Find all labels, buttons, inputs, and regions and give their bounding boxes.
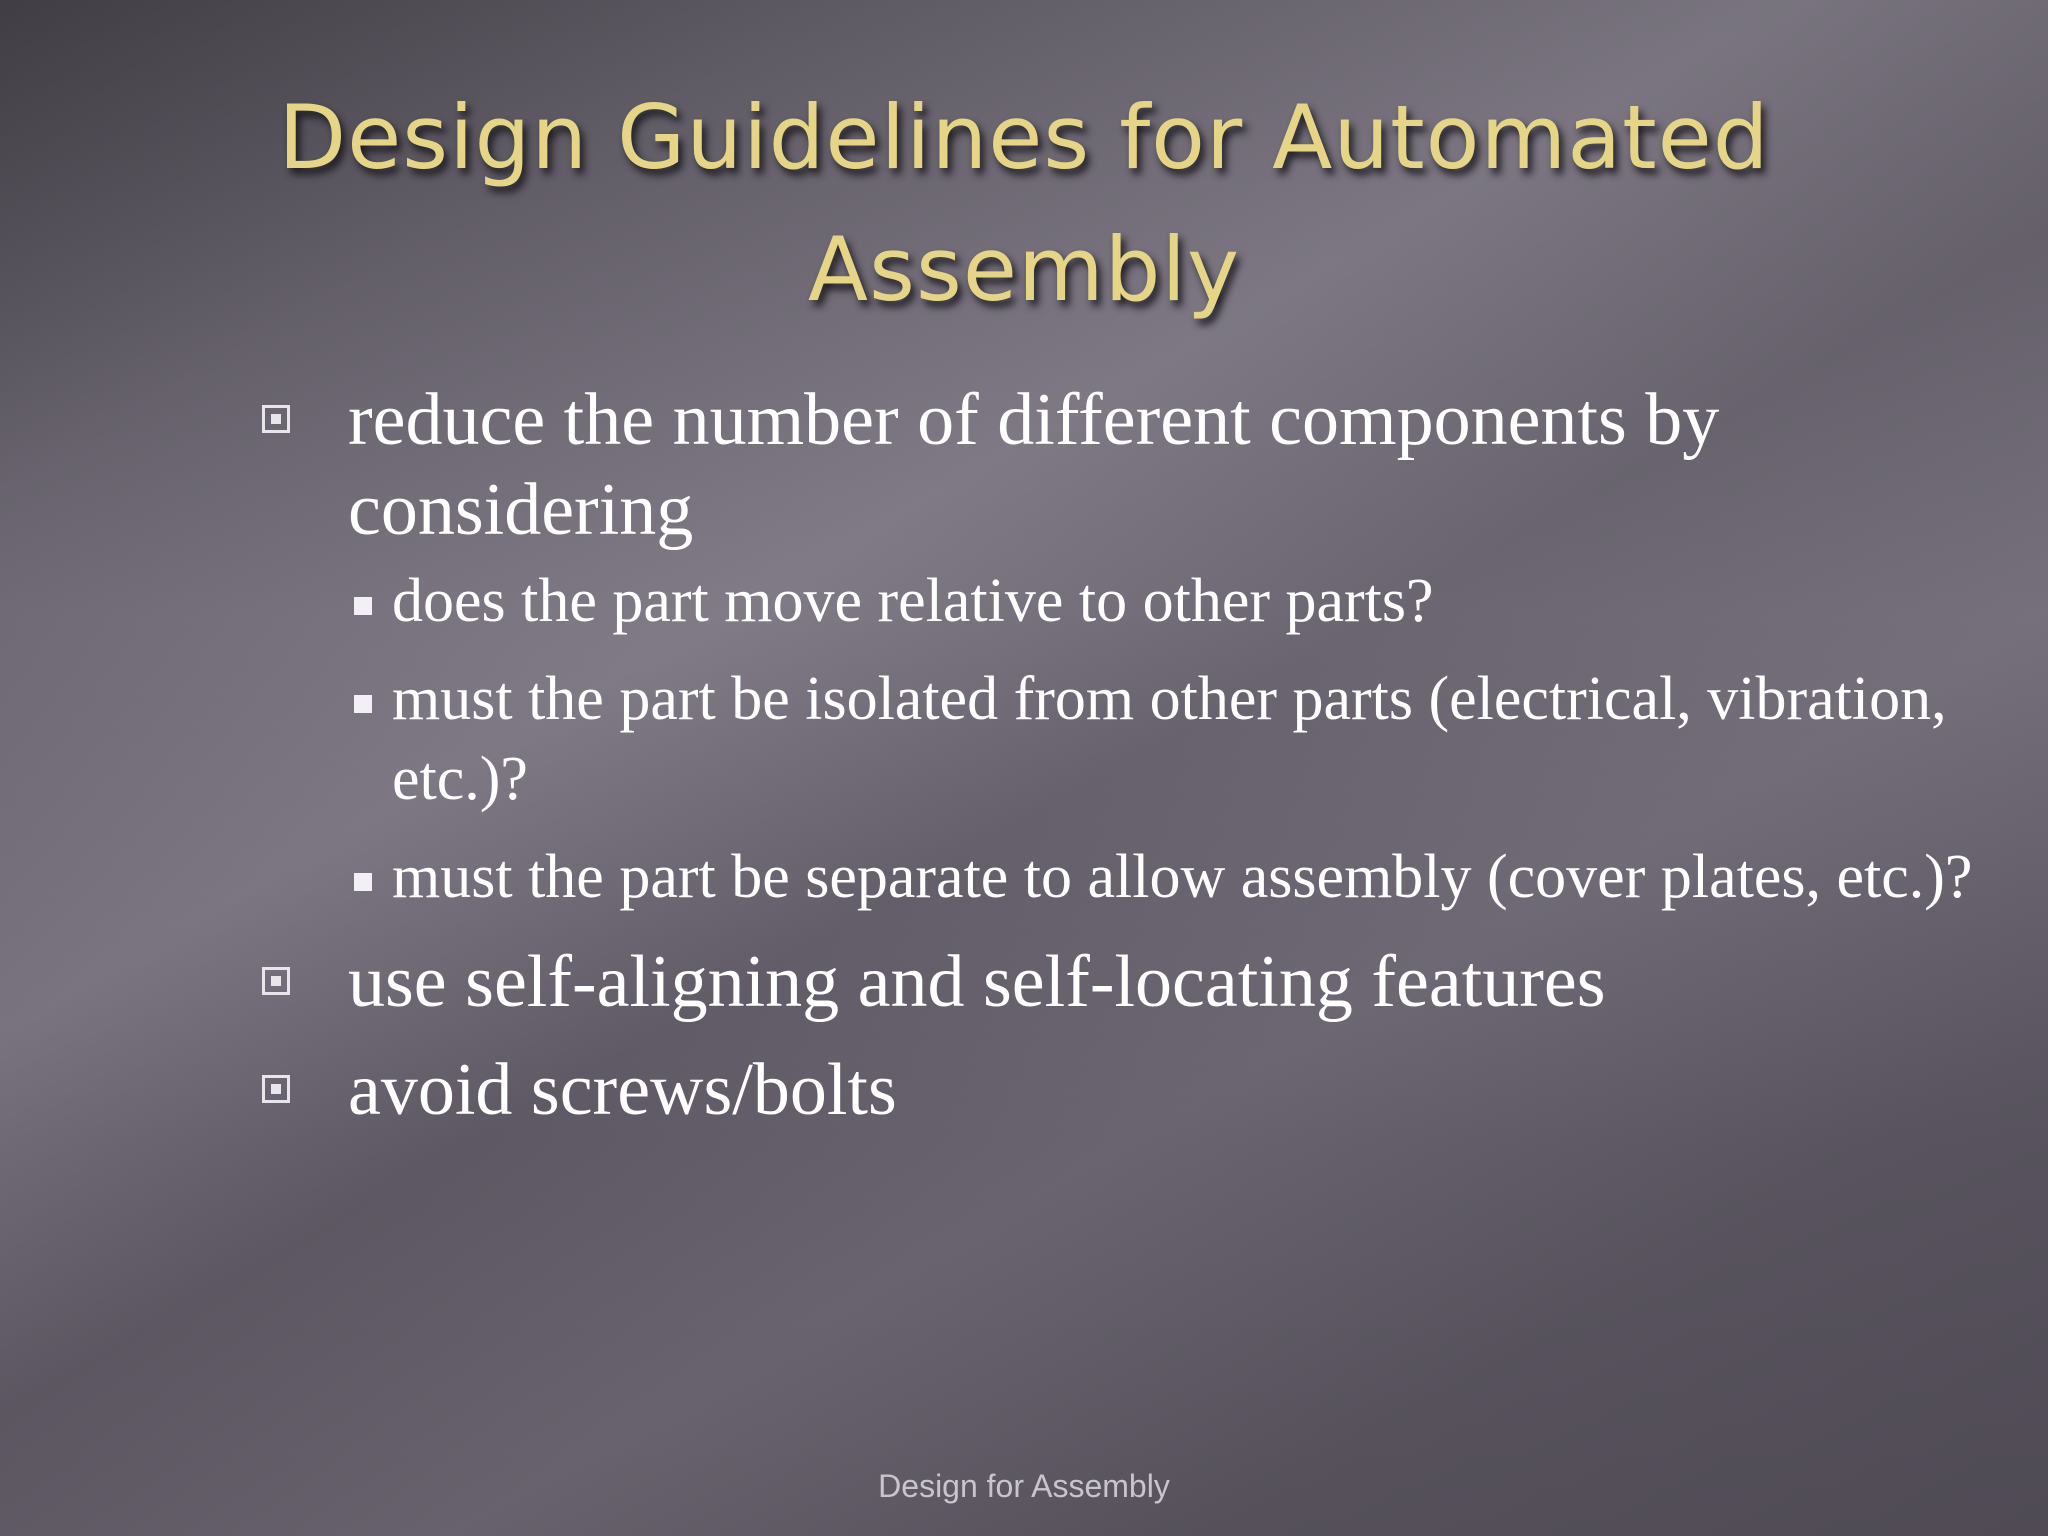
bullet-text: reduce the number of different components by considering [348, 379, 1720, 551]
boxed-square-bullet-icon [262, 405, 290, 433]
sub-bullet-item [320, 561, 2020, 641]
sub-bullet-list [348, 561, 2020, 917]
sub-bullet-text: does the part move relative to other parts? [392, 567, 1434, 635]
bullet-item [250, 375, 2020, 917]
slide-title-line-2: Assembly [807, 218, 1241, 321]
sub-bullet-item [320, 659, 2020, 819]
square-bullet-icon [354, 873, 372, 891]
square-bullet-icon [354, 695, 372, 713]
bullet-list [250, 375, 2020, 1135]
bullet-text: avoid screws/bolts [348, 1049, 897, 1131]
bullet-item [250, 937, 2020, 1027]
sub-bullet-text: must the part be isolated from other parts (electrical, vibration, etc.)? [392, 665, 1947, 813]
slide-footer: Design for Assembly [878, 1468, 1170, 1504]
slide-title [80, 72, 1968, 336]
sub-bullet-item [320, 837, 2020, 917]
boxed-square-bullet-icon [262, 967, 290, 995]
sub-bullet-text: must the part be separate to allow assembly (cover plates, etc.)? [392, 843, 1973, 911]
bullet-item [250, 1045, 2020, 1135]
bullet-text: use self-aligning and self-locating features [348, 941, 1606, 1023]
square-bullet-icon [354, 597, 372, 615]
slide-title-line-1: Design Guidelines for Automated [278, 86, 1770, 189]
boxed-square-bullet-icon [262, 1075, 290, 1103]
